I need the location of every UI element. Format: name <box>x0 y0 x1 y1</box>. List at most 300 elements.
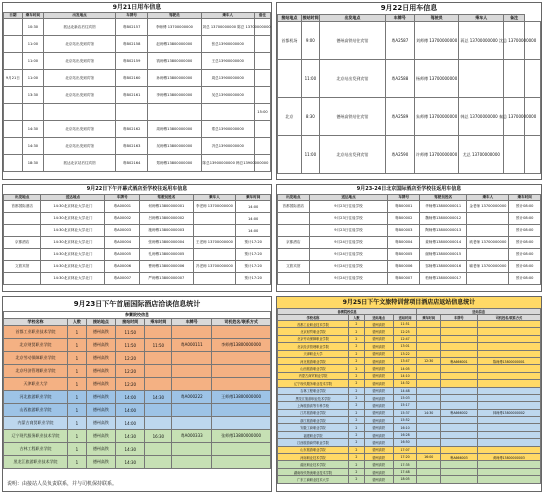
table-row <box>278 431 541 438</box>
table-cell: 14:30北京林业大学北门 <box>41 249 105 261</box>
table-cell: 14:30 <box>116 430 145 443</box>
table-cell: 12:20 <box>116 365 145 378</box>
table-row <box>278 461 541 468</box>
table-cell <box>417 372 441 379</box>
table-cell: 北京经济管理职业学院 <box>4 365 68 378</box>
table-cell <box>212 352 271 365</box>
table-cell: 河南职业技术学院 <box>278 454 349 461</box>
table-cell <box>4 249 41 261</box>
table-cell: 1 <box>68 456 87 469</box>
table-cell: 冯老师 13700000000 <box>193 261 236 273</box>
table-cell <box>4 273 41 285</box>
table-cell: 蒋总 13700000000 沈总 13700000000 <box>459 22 504 60</box>
table-cell <box>477 468 540 475</box>
table-cell: 粤B02160 <box>116 70 148 87</box>
table-cell: 2 <box>349 461 365 468</box>
table-cell <box>441 461 478 468</box>
table-cell: 16:00 <box>417 454 441 461</box>
table-cell: 赵师傅13800000000 <box>148 36 201 53</box>
table-cell <box>212 456 271 469</box>
table-cell <box>4 19 23 36</box>
table-cell: 郑总13900000000 <box>201 121 254 138</box>
table-cell: 德州高铁 <box>86 339 115 352</box>
column-header: 乘车时间 <box>236 195 271 201</box>
column-header: 学校名称 <box>278 315 349 321</box>
table-cell <box>172 417 212 430</box>
table-cell <box>441 424 478 431</box>
table-row <box>4 36 271 53</box>
sept21-table <box>3 12 271 172</box>
table-cell: 德州高铁 <box>364 402 393 409</box>
table-cell: 预计08:00 <box>509 213 541 225</box>
table-cell: 吉林工程职业学院 <box>278 387 349 394</box>
table-cell: 2 <box>349 468 365 475</box>
table-cell: 粤A00002 <box>105 213 140 225</box>
column-header: 乘车时间 <box>509 195 541 201</box>
table-cell: 北京站出发到宾馆 <box>44 70 116 87</box>
table-cell: 11:00 <box>301 136 319 174</box>
table-cell <box>417 335 441 342</box>
table-row <box>278 439 541 446</box>
table-row <box>4 404 271 417</box>
table-cell <box>417 402 441 409</box>
table-cell: 周师傅13800000000 <box>148 121 201 138</box>
table-group-header <box>4 312 271 319</box>
table-cell <box>172 326 212 339</box>
table-cell: 18:30 <box>22 155 43 172</box>
table-cell: 北京站出发到宾馆 <box>44 121 116 138</box>
table-cell <box>417 461 441 468</box>
table-row <box>278 335 541 342</box>
table-cell <box>504 60 525 98</box>
table-cell: 张总13900000000 <box>201 36 254 53</box>
table-cell: 11:50 <box>116 339 145 352</box>
panel-title: 9月21日用车信息 <box>112 4 162 11</box>
table-cell <box>467 225 509 237</box>
table-cell: 14:30 <box>22 121 43 138</box>
table-row <box>278 98 541 136</box>
table-cell <box>417 394 441 401</box>
table-cell <box>278 136 302 174</box>
table-cell: 郑师傅13800000000 <box>148 155 201 172</box>
table-cell: 抵达北京站后往宾馆 <box>44 155 116 172</box>
table-cell: 刘师傅 13700000000 <box>414 22 459 60</box>
panel-sept23-24 <box>276 184 542 292</box>
table-cell <box>477 424 540 431</box>
table-row <box>278 213 541 225</box>
panel-title: 9月22日用车信息 <box>380 4 438 12</box>
table-cell <box>525 60 541 98</box>
table-cell: 江苏旅游职业学院 <box>278 409 349 416</box>
table-row <box>278 22 541 60</box>
table-cell <box>441 365 478 372</box>
table-cell: 12:25 <box>393 328 417 335</box>
table-row <box>278 476 541 483</box>
table-cell <box>193 249 236 261</box>
group-header-schools: 参赛院校信息 <box>278 309 417 315</box>
table-cell: 辽宁现代服务职业技术学院 <box>4 430 68 443</box>
table-row <box>278 350 541 357</box>
table-cell: 14:30北京林业大学北门 <box>41 273 105 285</box>
table-cell <box>459 60 504 98</box>
table-cell: 安徽工商职业学院 <box>278 424 349 431</box>
table-cell: 粤B02161 <box>116 87 148 104</box>
table-row <box>4 138 271 155</box>
table-cell: 1 <box>68 339 87 352</box>
table-cell: 德州高铁 <box>364 417 393 424</box>
table-cell: 辽宁现代服务职业技术学院 <box>278 380 349 387</box>
table-cell: 2 <box>349 431 365 438</box>
table-cell <box>477 380 540 387</box>
table-cell: 2 <box>349 357 365 364</box>
table-cell <box>441 394 478 401</box>
table-cell: 北京站出发到宾馆 <box>44 53 116 70</box>
table-cell: 粤A00007 <box>105 273 140 285</box>
table-cell: 11:50 <box>145 339 172 352</box>
table-cell <box>441 328 478 335</box>
table-row <box>278 328 541 335</box>
table-cell: 1 <box>68 391 87 404</box>
table-cell: 德州高铁站往宾馆 <box>320 22 386 60</box>
table-cell: 德州高铁 <box>364 335 393 342</box>
table-cell <box>4 53 23 70</box>
table-cell: 14:30 <box>22 138 43 155</box>
table-cell: 14:00 <box>236 213 271 225</box>
table-cell: 14:00 <box>116 391 145 404</box>
table-cell <box>441 321 478 328</box>
table-cell: 12:20 <box>116 352 145 365</box>
table-cell: 2 <box>349 402 365 409</box>
table-cell <box>254 138 270 155</box>
table-cell: 王总13900000000 <box>201 53 254 70</box>
table-cell: 天津职业大学 <box>4 378 68 391</box>
table-cell: 2 <box>349 387 365 394</box>
table-row <box>278 380 541 387</box>
table-cell <box>145 365 172 378</box>
table-cell <box>4 87 23 104</box>
table-row <box>4 352 271 365</box>
table-cell: 9月23日往返学校 <box>309 201 388 213</box>
column-header: 乘车人 <box>193 195 236 201</box>
table-cell: 邹师傅13800000016 <box>420 261 467 273</box>
table-cell: 16:30 <box>145 430 172 443</box>
table-cell: 江西旅游商贸职业学院 <box>278 439 349 446</box>
table-cell: 李师傅 13700000000 <box>148 19 201 36</box>
table-row <box>4 225 271 237</box>
table-row <box>278 454 541 461</box>
table-cell: 首都机场 <box>278 22 302 60</box>
table-cell: 德州高铁 <box>364 424 393 431</box>
table-cell: 2 <box>349 476 365 483</box>
table-cell: 1 <box>68 430 87 443</box>
table-cell: 韩总 13700000000 秦总 13700000000 <box>459 98 504 136</box>
table-cell: 北京 <box>278 98 302 136</box>
table-row <box>278 424 541 431</box>
table-cell: 14:48 <box>393 387 417 394</box>
table-cell: 14:30北京林业大学北门 <box>41 225 105 237</box>
table-cell: 陈师傅13800000001 <box>477 357 540 364</box>
table-cell: 德州高铁 <box>364 357 393 364</box>
table-cell: 湖北职业技术学院 <box>278 461 349 468</box>
table-header <box>4 319 271 326</box>
table-cell <box>193 225 236 237</box>
table-cell <box>145 378 172 391</box>
column-header: 出发地点 <box>44 13 116 19</box>
table-cell: 刘总 13700000000 陈总 13700000000 <box>201 19 254 36</box>
table-cell: 1 <box>68 404 87 417</box>
table-cell: 钱师傅13800000000 <box>148 53 201 70</box>
table-cell <box>148 104 201 121</box>
table-cell <box>212 443 271 456</box>
panel-title: 9月25日下午文旅特训营项目酒店店返站信息统计 <box>277 297 541 308</box>
table-row <box>4 155 271 172</box>
table-row <box>4 326 271 339</box>
column-header: 乘车时间 <box>145 319 172 326</box>
table-cell: 喻老师 13700000000 <box>467 261 509 273</box>
table-row <box>4 53 271 70</box>
table-row <box>278 402 541 409</box>
table-cell: 京都酒店 <box>4 237 41 249</box>
column-header: 送站地点 <box>364 315 393 321</box>
footnote: 说明：由接站人员负责联系，并与司机保持联系。 <box>7 481 118 487</box>
table-cell: 北京劳动保障职业学院 <box>278 335 349 342</box>
table-row <box>4 201 271 213</box>
table-cell <box>254 121 270 138</box>
table-cell: 北京站出发到宾馆 <box>44 138 116 155</box>
table-cell <box>145 404 172 417</box>
table-row <box>4 430 271 443</box>
table-cell <box>278 249 310 261</box>
table-cell <box>145 443 172 456</box>
table-cell: 9:00 <box>301 22 319 60</box>
table-cell: 黄师傅13800000003 <box>477 454 540 461</box>
column-header: 车牌号 <box>441 315 478 321</box>
table-cell: 尤总 13700000000 <box>459 136 504 174</box>
table-cell: 德州高铁 <box>364 365 393 372</box>
table-cell: 魏师傅13800000012 <box>420 213 467 225</box>
table-cell <box>417 387 441 394</box>
table-cell: 15:00 <box>254 104 270 121</box>
table-cell: 严师傅13800000007 <box>140 273 193 285</box>
table-cell: 12:20 <box>116 378 145 391</box>
table-cell: 13:30 <box>22 87 43 104</box>
panel-title: 9月23-24日北京国际酒店至学校往返用车信息 <box>356 186 462 192</box>
table-cell <box>477 439 540 446</box>
table-cell: 16:50 <box>393 439 417 446</box>
table-cell: 2 <box>349 394 365 401</box>
table-cell <box>212 365 271 378</box>
table-cell: 11:51 <box>393 321 417 328</box>
table-cell: 戚老师 13700000000 <box>467 237 509 249</box>
table-row <box>4 261 271 273</box>
table-cell: 10:30 <box>22 19 43 36</box>
table-cell: 孔师傅13800000005 <box>140 249 193 261</box>
table-cell: 14:05 <box>393 365 417 372</box>
table-cell <box>477 387 540 394</box>
table-cell: 广东工商职业技术大学 <box>278 476 349 483</box>
table-cell <box>201 104 254 121</box>
table-cell <box>212 378 271 391</box>
column-header: 日期 <box>4 13 23 19</box>
table-cell <box>477 461 540 468</box>
table-cell <box>116 104 148 121</box>
table-cell: 2 <box>349 335 365 342</box>
table-cell <box>441 446 478 453</box>
table-cell: 粤B02159 <box>116 53 148 70</box>
table-cell: 粤B02157 <box>116 19 148 36</box>
table-cell <box>441 372 478 379</box>
table-cell: 文旅宾馆 <box>4 261 41 273</box>
panel-sept21 <box>2 2 272 180</box>
table-cell: 8:30 <box>301 98 319 136</box>
table-cell: 17:20 <box>393 454 417 461</box>
column-header: 人数 <box>68 319 87 326</box>
table-cell: 14:00 <box>116 417 145 430</box>
table-cell: 北京站出发到宾馆 <box>320 60 386 98</box>
table-cell: 文旅宾馆 <box>278 261 310 273</box>
table-cell <box>477 335 540 342</box>
panel-sept22 <box>276 2 542 180</box>
table-cell <box>417 468 441 475</box>
table-row <box>4 70 271 87</box>
table-cell: 德州高铁 <box>364 343 393 350</box>
table-cell <box>441 439 478 446</box>
panel-sept22-opening <box>2 184 272 292</box>
table-cell: 预计17:20 <box>236 261 271 273</box>
table-cell: 2 <box>349 454 365 461</box>
column-header: 送站时间 <box>393 315 417 321</box>
column-header: 出发地点 <box>4 195 41 201</box>
table-row <box>278 394 541 401</box>
table-cell: 德州高铁 <box>86 404 115 417</box>
table-cell: 德州高铁 <box>86 378 115 391</box>
table-cell: 北京劳动保障职业学院 <box>4 352 68 365</box>
table-cell: 14:00 <box>236 225 271 237</box>
table-cell <box>145 417 172 430</box>
table-cell: 14:30 <box>145 391 172 404</box>
table-cell <box>278 213 310 225</box>
table-cell: 张师傅13800000004 <box>140 237 193 249</box>
table-row <box>278 365 541 372</box>
table-cell: 17:07 <box>393 446 417 453</box>
table-cell <box>4 121 23 138</box>
table-row <box>4 104 271 121</box>
table-cell: 14:30北京林业大学北门 <box>41 201 105 213</box>
table-cell: 首都工业职业技术学院 <box>4 326 68 339</box>
table-cell: 粤A666003 <box>441 454 478 461</box>
table-cell <box>477 431 540 438</box>
table-cell <box>193 213 236 225</box>
table-cell: 李师傅13800000000 <box>212 339 271 352</box>
table-cell: 15:03 <box>393 394 417 401</box>
table-cell: 17:35 <box>393 461 417 468</box>
table-cell: 华师傅13800000011 <box>420 201 467 213</box>
table-cell: 11:00 <box>301 60 319 98</box>
table-cell <box>278 225 310 237</box>
table-cell: 吴师傅13800000000 <box>148 138 201 155</box>
table-cell: 15:17 <box>393 402 417 409</box>
table-cell: 1 <box>68 352 87 365</box>
table-cell: 孙师傅13800000000 <box>148 70 201 87</box>
table-row <box>4 378 271 391</box>
table-row <box>278 357 541 364</box>
table-cell: 11:00 <box>22 53 43 70</box>
table-cell: 内蒙古商贸职业学院 <box>278 372 349 379</box>
table-cell: 德州高铁 <box>364 468 393 475</box>
table-cell: 11:00 <box>22 36 43 53</box>
table-cell <box>145 352 172 365</box>
table-cell <box>417 439 441 446</box>
table-cell <box>4 225 41 237</box>
table-cell: 王师傅13800000000 <box>212 391 271 404</box>
table-row <box>278 273 541 285</box>
table-cell <box>254 53 270 70</box>
table-cell: 德州高铁 <box>86 443 115 456</box>
table-cell <box>4 138 23 155</box>
table-cell: 抵达北新店后往宾馆 <box>44 19 116 36</box>
table-cell <box>441 350 478 357</box>
table-cell: 德州高铁 <box>364 439 393 446</box>
table-cell: 粤B02164 <box>116 155 148 172</box>
table-cell: 粤B00007 <box>388 273 420 285</box>
table-cell <box>417 350 441 357</box>
table-cell: 北京经济管理职业学院 <box>278 343 349 350</box>
table-cell: 1 <box>68 417 87 430</box>
table-cell: 柏师傅13800000017 <box>420 273 467 285</box>
table-cell <box>477 372 540 379</box>
column-header: 乘车人 <box>201 13 254 19</box>
table-cell: 北京站出发到宾馆 <box>44 36 116 53</box>
table-cell <box>525 136 541 174</box>
table-cell: 德州高铁 <box>364 476 393 483</box>
table-cell: 9月21日 <box>4 70 23 87</box>
table-cell: 9月23日往返学校 <box>309 213 388 225</box>
table-cell: 德州高铁 <box>364 380 393 387</box>
table-cell: 14:30 <box>116 443 145 456</box>
table-cell: 2 <box>349 424 365 431</box>
table-cell <box>477 365 540 372</box>
table-cell: 湖南现代物流职业技术学院 <box>278 468 349 475</box>
table-cell: 河北旅游职业学院 <box>278 357 349 364</box>
return-table <box>277 308 541 484</box>
table-cell: 17:48 <box>393 468 417 475</box>
table-row <box>4 87 271 104</box>
table-row <box>278 372 541 379</box>
table-cell: 德州高铁 <box>364 454 393 461</box>
table-cell: 德州高铁 <box>86 430 115 443</box>
column-header: 送达地点 <box>309 195 388 201</box>
table-cell: 粤A00003 <box>105 225 140 237</box>
table-row <box>4 456 271 469</box>
table-cell: 13:22 <box>393 350 417 357</box>
table-cell: 2 <box>349 343 365 350</box>
shuttle-table <box>277 194 541 285</box>
table-cell <box>477 343 540 350</box>
table-cell: 1 <box>68 326 87 339</box>
table-cell <box>467 213 509 225</box>
table-cell: 北京站出发到宾馆 <box>44 87 116 104</box>
table-cell <box>254 36 270 53</box>
table-cell: 13:47 <box>393 357 417 364</box>
table-cell: 2 <box>349 409 365 416</box>
column-header: 驾驶员姓名 <box>420 195 467 201</box>
table-cell <box>44 104 116 121</box>
column-header: 驾驶员姓名 <box>140 195 193 201</box>
table-cell: 首都国际酒店 <box>4 201 41 213</box>
table-cell: 粤A00006 <box>105 261 140 273</box>
table-cell <box>417 424 441 431</box>
column-header: 司机姓名/联系方式 <box>477 315 540 321</box>
